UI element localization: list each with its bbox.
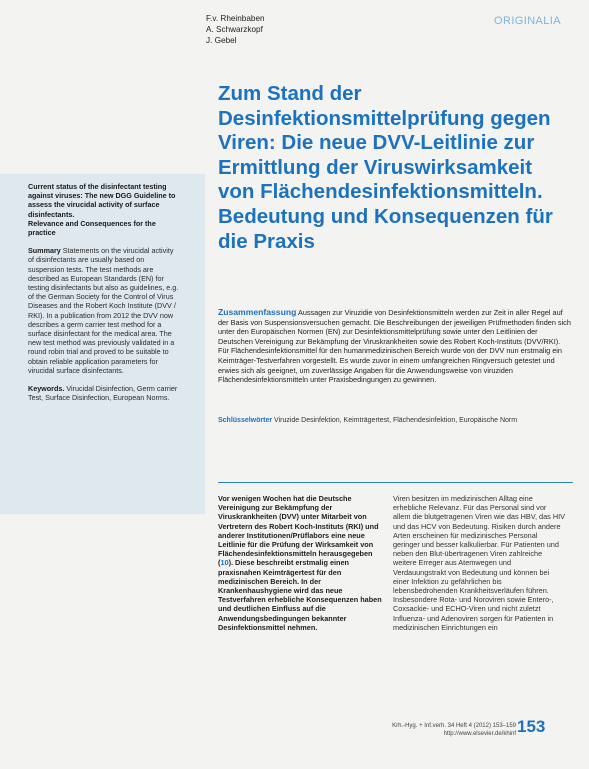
abstract-text: Aussagen zur Viruzidie von Desinfektionsmitteln werden zur Zeit in aller Regel auf der Basis von Suspensionsversuchen gemacht. Die Beschreibungen der jeweiligen Prüfmethoden finden sich unter den Europäischen Normen (EN) zur Desinfektionsmittelprüfung sowie unter den Leitlinien der Deutschen Vereinigung zur Bekämpfung der Viruskrankheiten sowie des Robert Koch-Instituts (DVV/RKI). Für Flächendesinfektionsmittel für den humanmedizinischen Bereich wurde von der DVV nun erstmalig ein Keimträger-Testverfahren vorgestellt. Es wurde zuvor in einem umfangreichen Ringversuch getestet und erwies sich als geeignet, um zuverlässige Angaben für die Anwendungsweise von viruziden Flächendesinfektionsmitteln unter Praxisbedingungen zu gewinnen. <box>218 308 571 385</box>
keywords-label: Keywords <box>28 384 63 394</box>
summary-text: Statements on the virucidal activity of disinfectants are usually based on suspension tests. The test methods are described as European Standards (EN) for testing disinfectants but also as guidelines, e.g. of the German Society for the Control of Virus Diseases and the Robert Koch Institute (DVV / RKI). In a publication from 2012 the DVV now describes a germ carrier test method for a surface disinfectant for the medical area. The new test method was previously validated in a round robin trial and proved to be suitable to obtain reliable application parameters for virucidal surface disinfectants. <box>28 246 179 375</box>
english-subtitle: Relevance and Consequences for the practice <box>28 218 156 238</box>
reference-link[interactable]: 10 <box>220 558 229 568</box>
english-summary-box <box>0 174 205 514</box>
english-title: Current status of the disinfectant testing against viruses: The new DGG Guideline to assess the virucidal activity of surface disinfectants. <box>28 182 176 219</box>
english-keywords: Keywords. Virucidal Disinfection, Germ carrier Test, Surface Disinfection, European Norms. <box>28 384 178 403</box>
section-label: ORIGINALIA <box>494 15 561 27</box>
german-abstract <box>218 308 573 385</box>
german-keywords <box>218 416 573 425</box>
article-title: Zum Stand der Desinfektionsmittelprüfung gegen Viren: Die neue DVV-Leitlinie zur Ermittlung der Viruswirksamkeit von Flächendesinfektionsmitteln. Bedeutung und Konsequenzen für die Praxis <box>218 82 553 253</box>
intro-text: Vor wenigen Wochen hat die Deutsche Vereinigung zur Bekämpfung der Viruskrankheiten (DVV) unter Mitarbeit von Vertretern des Robert Koch-Instituts (RKI) und anderer Institutionen/Prüflabors eine neue Leitlinie für die Prüfung der Wirksamkeit von Flächendesinfektionsmitteln herausgegeben ( <box>218 494 379 568</box>
author: F.v. Rheinbaben <box>206 14 265 23</box>
keywords-de-label: Schlüsselwörter <box>218 417 273 424</box>
keywords-de-text: Viruzide Desinfektion, Keimträgertest, Flächendesinfektion, Europäische Norm <box>274 417 518 424</box>
abstract-label: Zusammenfassung <box>218 307 297 317</box>
intro-text-continued: ). Diese beschreibt erstmalig einen praxisnahen Keimträgertest für den medizinischen Bereich. In der Krankenhaushygiene wird das neue Testverfahren erhebliche Konsequenzen haben und deutlichen Einfluss auf die Anwendungsbedingungen bekannter Desinfektionsmittel nehmen. <box>218 558 382 632</box>
author: A. Schwarzkopf <box>206 24 263 34</box>
page-number: 153 <box>517 717 546 736</box>
body-column-right: Viren besitzen im medizinischen Alltag eine erhebliche Relevanz. Für das Personal sind vor allem die blutgetragenen Viren wie das HBV, das HIV und das HCV von Bedeutung. Risiken durch andere Arten erscheinen für medizinisches Personal geringer und besser kalkulierbar. Für Patienten und neben den Blut-übertragenen Viren zahlreiche weitere Erreger aus Atemwegen und Verdauungstrakt von Bedeutung und können bei einer Infektion zu gefährlichen bis lebensbedrohenden Krankheitsverläufen führen. Insbesondere Rota- und Noroviren sowie Entero-, Coxsackie- und ECHO-Viren und nicht zuletzt Influenza- und Adenoviren sorgen für Patienten in medizinischen Einrichtungen ein <box>393 494 565 632</box>
author: J. Gebel <box>206 35 237 45</box>
footer-citation <box>356 723 516 739</box>
summary-label: Summary <box>28 246 61 256</box>
author-list <box>206 14 265 46</box>
english-summary <box>28 246 179 375</box>
body-column-left <box>218 494 384 632</box>
keywords-text: Virucidal Disinfection, Germ carrier Test, Surface Disinfection, European Norms. <box>28 384 178 403</box>
section-divider <box>218 482 573 483</box>
journal-url[interactable]: http://www.elsevier.de/khinf <box>443 730 516 737</box>
journal-citation: Krh.-Hyg. + Inf.verh. 34 Heft 4 (2012) 153–159 <box>392 723 516 729</box>
